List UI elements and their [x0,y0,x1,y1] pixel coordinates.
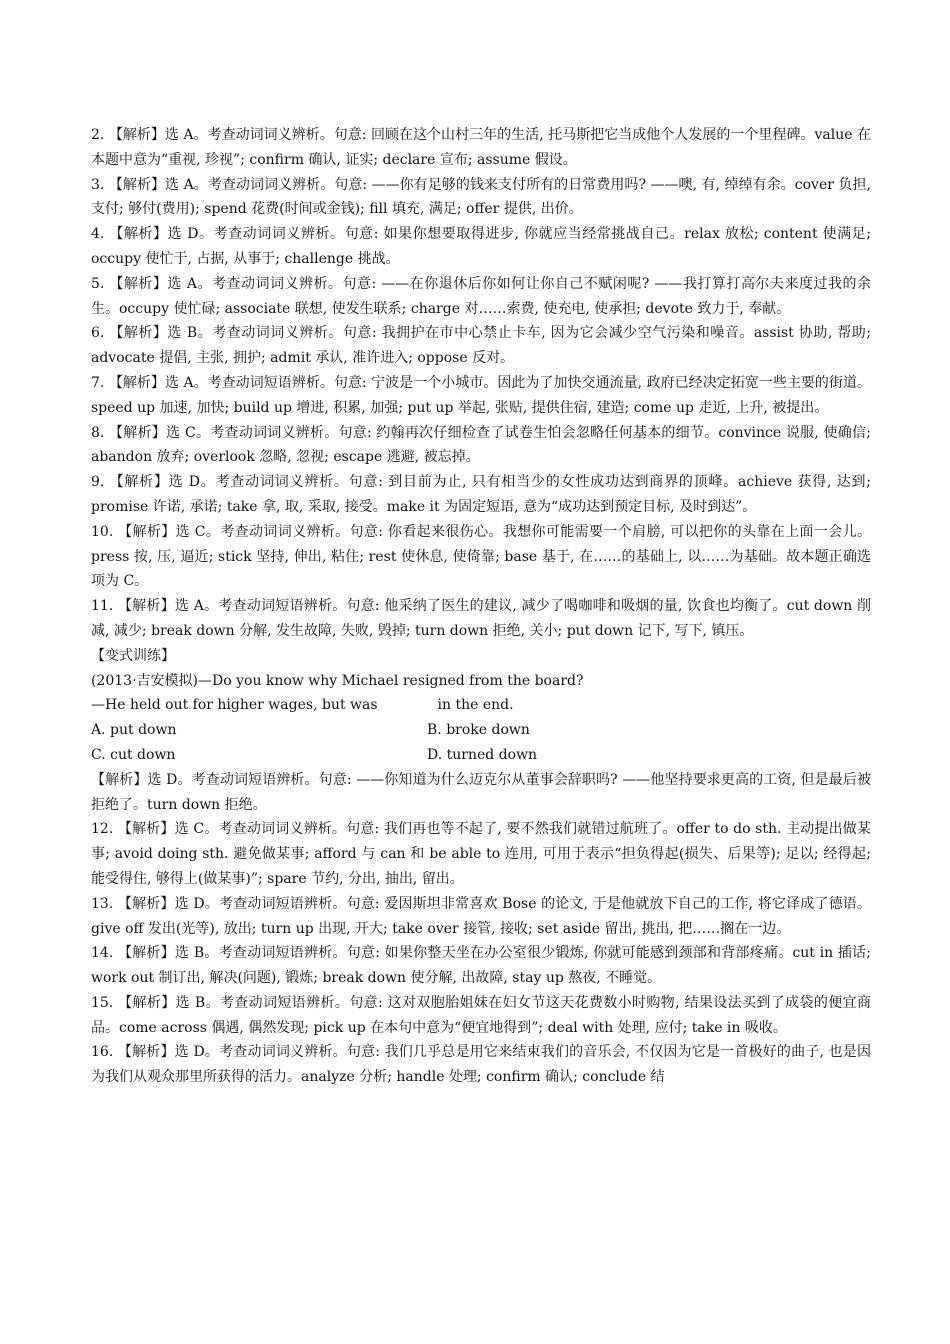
variant-heading: 【变式训练】 [91,647,175,664]
analysis-item-15: 15. 【解析】选 B。考查动词短语辨析。句意: 这对双胞胎姐妹在妇女节这天花费数小时购物, 结果设法买到了成袋的便宜商品。come across 偶遇, 偶然发现; pick up 在本句中意为“便宜地得到”; deal with 处理, 应付; take in 吸收。 [91,994,871,1036]
option-a: A. put down [91,722,177,739]
analysis-item-10: 10. 【解析】选 C。考查动词词义辨析。句意: 你看起来很伤心。我想你可能需要一个肩膀, 可以把你的头靠在上面一会儿。press 按, 压, 逼近; stick 坚持, 伸出, 粘住; rest 使休息, 使倚靠; base 基于, 在……的基础上, 以……为基础。故本题正确选项为 C。 [91,523,871,590]
analysis-item-9: 9. 【解析】选 D。考查动词词义辨析。句意: 到目前为止, 只有相当少的女性成功达到商界的顶峰。achieve 获得, 达到; promise 许诺, 承诺; take 拿, 取, 采取, 接受。make it 为固定短语, 意为“成功达到预定目标, 及时到达”。 [91,474,871,515]
analysis-item-5: 5. 【解析】选 A。考查动词词义辨析。句意: ——在你退休后你如何让你自己不赋闲呢? ——我打算打高尔夫来度过我的余生。occupy 使忙碌; associate 联想, 使发生联系; charge 对……索费, 使充电, 使承担; devote 致力于, 奉献。 [91,275,871,317]
variant-analysis: 【解析】选 D。考查动词短语辨析。句意: ——你知道为什么迈克尔从董事会辞职吗? ——他坚持要求更高的工资, 但是最后被拒绝了。turn down 拒绝。 [91,771,871,813]
option-b: B. broke down [427,722,530,739]
variant-answer-after: in the end. [437,697,514,714]
variant-answer-before: —He held out for higher wages, but was [91,697,378,714]
variant-question: (2013·吉安模拟)—Do you know why Michael resigned from the board? [91,672,584,689]
option-c: C. cut down [91,746,176,763]
analysis-item-13: 13. 【解析】选 D。考查动词短语辨析。句意: 爱因斯坦非常喜欢 Bose 的论文, 于是他就放下自己的工作, 将它译成了德语。give off 发出(光等), 放出; turn up 出现, 开大; take over 接管, 接收; set aside 留出, 挑出, 把……搁在一边。 [91,895,871,937]
answer-analysis-page [91,123,871,1090]
analysis-item-16: 16. 【解析】选 D。考查动词词义辨析。句意: 我们几乎总是用它来结束我们的音乐会, 不仅因为它是一首极好的曲子, 也是因为我们从观众那里所获得的活力。analyze 分析; handle 处理; confirm 确认; conclude 结 [91,1044,871,1086]
analysis-item-14: 14. 【解析】选 B。考查动词短语辨析。句意: 如果你整天坐在办公室很少锻炼, 你就可能感到颈部和背部疼痛。cut in 插话; work out 制订出, 解决(问题), 锻炼; break down 使分解, 出故障, stay up 熬夜, 不睡觉。 [91,945,871,987]
analysis-item-6: 6. 【解析】选 B。考查动词词义辨析。句意: 我拥护在市中心禁止卡车, 因为它会减少空气污染和噪音。assist 协助, 帮助; advocate 提倡, 主张, 拥护; admit 承认, 准许进入; oppose 反对。 [91,325,871,367]
analysis-item-12: 12. 【解析】选 C。考查动词词义辨析。句意: 我们再也等不起了, 要不然我们就错过航班了。offer to do sth. 主动提出做某事; avoid doing sth. 避免做某事; afford 与 can 和 be able to 连用, 可用于表示“担负得起(损失、后果等); 足以; 经得起; 能受得住, 够得上(做某事)”; spare 节约, 分出, 抽出, 留出。 [91,821,871,887]
options-row-2 [91,743,871,768]
analysis-item-2: 2. 【解析】选 A。考查动词词义辨析。句意: 回顾在这个山村三年的生活, 托马斯把它当成他个人发展的一个里程碑。value 在本题中意为“重视, 珍视”; confirm 确认, 证实; declare 宣布; assume 假设。 [91,127,871,168]
option-d: D. turned down [427,746,538,763]
analysis-item-11: 11. 【解析】选 A。考查动词短语辨析。句意: 他采纳了医生的建议, 减少了喝咖啡和吸烟的量, 饮食也均衡了。cut down 削减, 减少; break down 分解, 发生故障, 失败, 毁掉; turn down 拒绝, 关小; put down 记下, 写下, 镇压。 [91,598,871,639]
analysis-item-8: 8. 【解析】选 C。考查动词词义辨析。句意: 约翰再次仔细检查了试卷生怕会忽略任何基本的细节。convince 说服, 使确信; abandon 放弃; overlook 忽略, 忽视; escape 逃避, 被忘掉。 [91,424,871,466]
analysis-item-7: 7. 【解析】选 A。考查动词短语辨析。句意: 宁波是一个小城市。因此为了加快交通流量, 政府已经决定拓宽一些主要的街道。speed up 加速, 加快; build up 增进, 积累, 加强; put up 举起, 张贴, 提供住宿, 建造; come up 走近, 上升, 被提出。 [91,374,871,416]
analysis-item-4: 4. 【解析】选 D。考查动词词义辨析。句意: 如果你想要取得进步, 你就应当经常挑战自己。relax 放松; content 使满足; occupy 使忙于, 占据, 从事于; challenge 挑战。 [91,226,871,267]
analysis-item-3: 3. 【解析】选 A。考查动词词义辨析。句意: ——你有足够的钱来支付所有的日常费用吗? ——噢, 有, 绰绰有余。cover 负担, 支付; 够付(费用); spend 花费(时间或金钱); fill 填充, 满足; offer 提供, 出价。 [91,176,871,218]
variant-answer-line [91,693,871,718]
options-row-1 [91,718,871,743]
